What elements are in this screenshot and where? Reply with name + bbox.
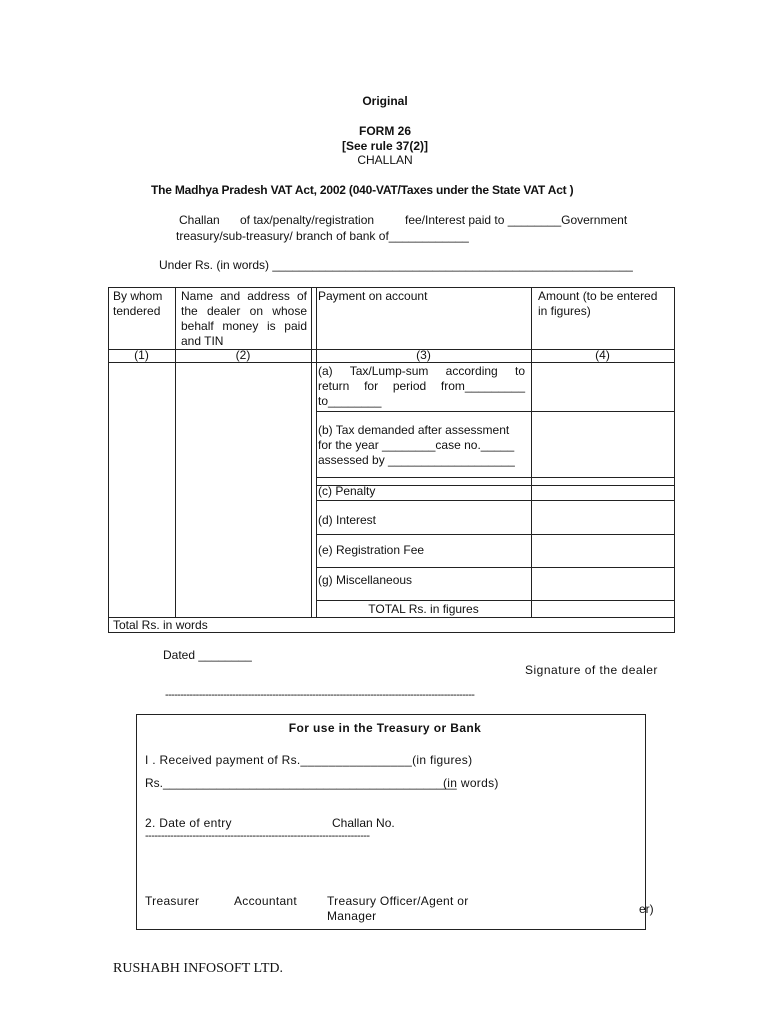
act-title: The Madhya Pradesh VAT Act, 2002 (040-VAT/Taxes under the State VAT Act )	[151, 183, 574, 197]
manager-label: Manager	[327, 909, 377, 923]
col-divider-2b	[316, 287, 317, 618]
col-divider-2	[311, 287, 312, 618]
rule-reference: [See rule 37(2)]	[341, 139, 429, 153]
footer-company-name: RUSHABH INFOSOFT LTD.	[113, 961, 283, 976]
item-a-tax-lumpsum: (a) Tax/Lump-sum according to return for period from_________ to________	[318, 364, 525, 408]
col-divider-3	[531, 287, 532, 618]
intro-challan: Challan	[179, 213, 220, 227]
item-e-registration-fee: (e) Registration Fee	[318, 543, 425, 557]
under-rs-words: Under Rs. (in words) ______________________________________________________	[159, 258, 633, 272]
row-divider-e	[316, 567, 675, 568]
table-border-right	[674, 287, 675, 633]
header-by-whom: By whom tendered	[113, 289, 163, 318]
treasurer-label: Treasurer	[145, 894, 200, 908]
total-rs-words: Total Rs. in words	[113, 618, 208, 632]
header-name-address: Name and address of the dealer on whose behalf money is paid and TIN	[181, 289, 307, 348]
overlapped-text-fragment: er)	[639, 902, 654, 916]
item-d-interest: (d) Interest	[318, 513, 377, 527]
table-border-top	[108, 287, 675, 288]
col-divider-1	[175, 287, 176, 618]
row-divider-c	[316, 500, 675, 501]
form-number: FORM 26	[358, 124, 411, 138]
date-of-entry: 2. Date of entry	[145, 816, 232, 830]
col-number-4: (4)	[595, 348, 610, 362]
table-border-left	[108, 287, 109, 633]
in-words-label: (in words)	[443, 776, 499, 790]
accountant-label: Accountant	[234, 894, 298, 908]
col-number-2: (2)	[235, 348, 251, 362]
col-number-3: (3)	[416, 348, 431, 362]
col-number-1: (1)	[134, 348, 149, 362]
total-rs-figures: TOTAL Rs. in figures	[368, 602, 479, 616]
rs-in-words-line: Rs.____________________________________________	[145, 776, 457, 790]
payment-table	[108, 287, 675, 633]
row-divider-b	[316, 477, 675, 478]
treasury-officer-label: Treasury Officer/Agent or	[327, 894, 469, 908]
header-payment-account: Payment on account	[318, 289, 428, 303]
signature-of-dealer: Signature of the dealer	[525, 663, 658, 677]
intro-fee-paid: fee/Interest paid to ________Government	[405, 213, 628, 227]
item-b-tax-demanded: (b) Tax demanded after assessment for the year ________case no._____ assessed by ___________________	[318, 423, 515, 467]
intro-tax-penalty: of tax/penalty/registration	[240, 213, 375, 227]
cut-separator: -----------------------------------------------------------------------------------------------------	[165, 689, 475, 701]
intro-treasury-bank: treasury/sub-treasury/ branch of bank of____________	[176, 229, 469, 243]
header-amount: Amount (to be entered in figures)	[538, 289, 658, 318]
item-c-penalty: (c) Penalty	[318, 484, 376, 498]
received-payment: I . Received payment of Rs.________________(in figures)	[145, 753, 473, 767]
label-original: Original	[362, 94, 408, 108]
row-divider-a	[316, 411, 675, 412]
treasury-title: For use in the Treasury or Bank	[288, 721, 482, 735]
row-divider-g	[316, 600, 675, 601]
challan-heading: CHALLAN	[357, 153, 413, 167]
dated-field: Dated ________	[163, 648, 252, 662]
treasury-dashes: -----------------------------------------------------------------------	[145, 830, 370, 842]
row-divider-d	[316, 534, 675, 535]
item-g-miscellaneous: (g) Miscellaneous	[318, 573, 413, 587]
challan-number: Challan No.	[332, 816, 395, 830]
